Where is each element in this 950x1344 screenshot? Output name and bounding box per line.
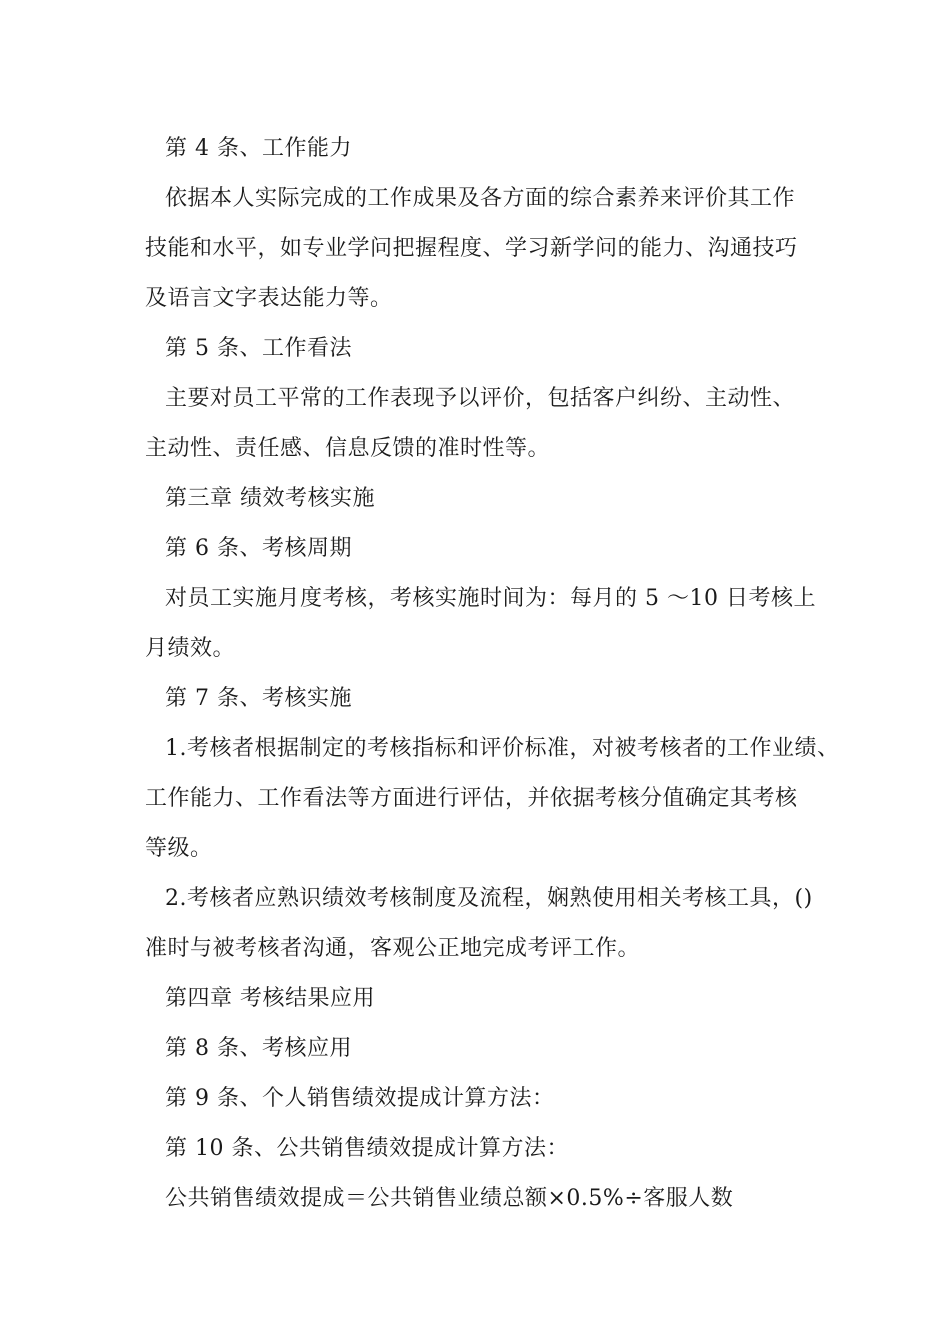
paragraph-line: 及语言文字表达能力等。: [145, 286, 393, 311]
paragraph-line: 月绩效。: [145, 636, 236, 661]
article-9-heading: 第 9 条、个人销售绩效提成计算方法：: [165, 1086, 555, 1111]
article-5-heading: 第 5 条、工作看法: [165, 336, 352, 361]
paragraph-line: 主要对员工平常的工作表现予以评价，包括客户纠纷、主动性、: [165, 386, 796, 411]
paragraph-line: 等级。: [145, 836, 213, 861]
paragraph-line: 对员工实施月度考核，考核实施时间为：每月的 5 ～10 日考核上: [165, 586, 816, 611]
article-7-heading: 第 7 条、考核实施: [165, 686, 352, 711]
paragraph-line: 依据本人实际完成的工作成果及各方面的综合素养来评价其工作: [165, 186, 796, 211]
list-item-2: 2.考核者应熟识绩效考核制度及流程，娴熟使用相关考核工具，(): [165, 886, 813, 911]
paragraph-line: 技能和水平，如专业学问把握程度、学习新学问的能力、沟通技巧: [145, 236, 798, 261]
list-item-1: 1.考核者根据制定的考核指标和评价标准，对被考核者的工作业绩、: [165, 736, 840, 761]
chapter-3-heading: 第三章 绩效考核实施: [165, 486, 375, 511]
formula-line: 公共销售绩效提成＝公共销售业绩总额×0.5%÷客服人数: [165, 1186, 734, 1211]
article-10-heading: 第 10 条、公共销售绩效提成计算方法：: [165, 1136, 569, 1161]
article-4-heading: 第 4 条、工作能力: [165, 136, 352, 161]
paragraph-line: 主动性、责任感、信息反馈的准时性等。: [145, 436, 551, 461]
article-6-heading: 第 6 条、考核周期: [165, 536, 352, 561]
paragraph-line: 准时与被考核者沟通，客观公正地完成考评工作。: [145, 936, 641, 961]
paragraph-line: 工作能力、工作看法等方面进行评估，并依据考核分值确定其考核: [145, 786, 798, 811]
article-8-heading: 第 8 条、考核应用: [165, 1036, 352, 1061]
chapter-4-heading: 第四章 考核结果应用: [165, 986, 375, 1011]
